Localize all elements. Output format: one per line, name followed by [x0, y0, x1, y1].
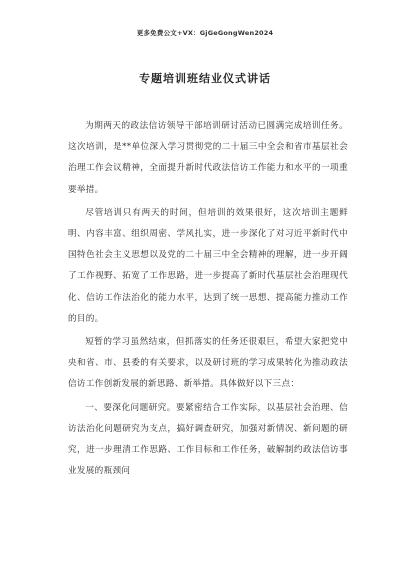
document-title: 专题培训班结业仪式讲话 [139, 72, 271, 85]
paragraph: 尽管培训只有两天的时间，但培训的效果很好，这次培训主题鲜明、内容丰富、组织周密、学风扎实，进一步深化了对习近平新时代中国特色社会主义思想以及党的二十届三中全会精神的理解，进一步开阔了工作视野、拓宽了工作思路，进一步提高了新时代基层社会治理现代化、信访工作法治化的能力水平，达到了统一思想、提高能力推动工作的目的。 [68, 207, 348, 324]
paragraph: 短暂的学习虽然结束，但抓落实的任务还很艰巨，希望大家把党中央和省、市、县委的有关要求，以及研讨班的学习成果转化为推动政法信访工作创新发展的新思路、新举措。具体做好以下三点： [68, 337, 348, 390]
document-body [68, 116, 348, 484]
header-note: 更多免费公文+VX：GjGeGongWen2024 [136, 29, 274, 37]
paragraph: 为期两天的政法信访领导干部培训研讨活动已圆满完成培训任务。这次培训，是**单位深入学习贯彻党的二十届三中全会和省市基层社会治理工作会议精神，全面提升新时代政法信访工作能力和水平的一项重要举措。 [68, 121, 348, 195]
paragraph: 一、要深化问题研究。要紧密结合工作实际，以基层社会治理、信访法治化问题研究为支点，搞好调查研究，加强对新情况、新问题的研究，进一步理清工作思路、工作目标和工作任务，破解制约政法信访事业发展的瓶颈问 [68, 402, 348, 477]
